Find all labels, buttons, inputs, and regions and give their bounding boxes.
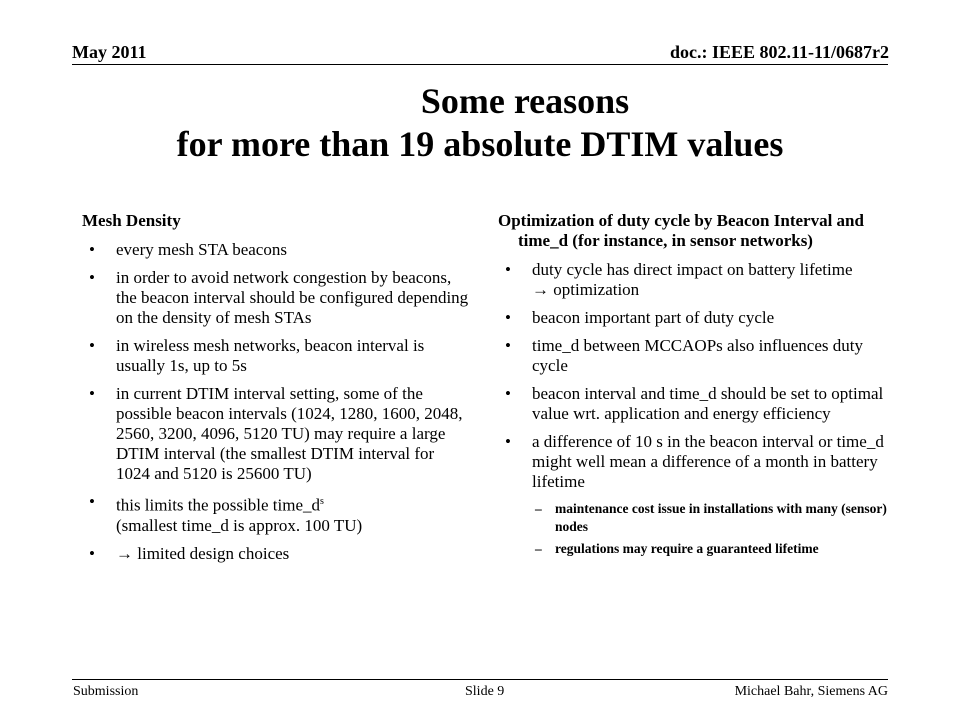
left-column	[81, 211, 471, 572]
sub-list-item: – maintenance cost issue in installations with many (sensor) nodes	[535, 501, 887, 534]
list-item: • every mesh STA beacons	[89, 240, 287, 259]
footer-submission: Submission	[73, 684, 139, 699]
list-item: • beacon interval and time_d should be set to optimal value wrt. application and energy efficiency	[505, 384, 884, 423]
right-column	[497, 211, 887, 562]
list-item: • beacon important part of duty cycle	[505, 308, 775, 327]
sub-list-item: – regulations may require a guaranteed lifetime	[535, 541, 819, 556]
title-line-2: for more than 19 absolute DTIM values	[176, 124, 784, 164]
bullet-glyph: •	[89, 384, 95, 403]
bullet-glyph: •	[505, 336, 511, 355]
bullet-glyph: •	[89, 543, 95, 563]
header-date: May 2011	[72, 42, 147, 62]
list-item: • in current DTIM interval setting, some of the possible beacon intervals (1024, 1280, 1600, 2048, 2560, 3200, 4096, 5120 TU) may require a large DTIM interval (the smallest DTIM interval for 1024 and 5120 is 25600 TU)	[89, 384, 463, 483]
bullet-glyph: •	[505, 432, 511, 451]
right-heading: Optimization of duty cycle by Beacon Interval and time_d (for instance, in sensor networks)	[498, 211, 864, 250]
list-item: • duty cycle has direct impact on battery lifetime → optimization	[505, 260, 853, 299]
left-bullet-list	[81, 240, 471, 564]
left-heading: Mesh Density	[82, 211, 181, 230]
bullet-glyph: •	[89, 336, 95, 355]
list-item: • in order to avoid network congestion by beacons, the beacon interval should be configured depending on the density of mesh STAs	[89, 268, 469, 327]
bullet-glyph: •	[505, 260, 511, 279]
footer-rule	[72, 679, 888, 680]
bullet-glyph: •	[89, 492, 95, 511]
slide-title	[72, 80, 888, 166]
list-item: • → limited design choices	[89, 543, 290, 563]
bullet-glyph: •	[89, 240, 95, 259]
arrow-icon: →	[532, 280, 549, 299]
bullet-glyph: •	[89, 268, 95, 287]
footer-author: Michael Bahr, Siemens AG	[734, 684, 888, 699]
header-doc-number: doc.: IEEE 802.11-11/0687r2	[669, 42, 889, 62]
dash-glyph: –	[535, 541, 542, 556]
list-item: • a difference of 10 s in the beacon interval or time_d might well mean a difference of a month in battery lifetime	[505, 432, 884, 491]
right-bullet-list	[497, 260, 887, 558]
footer-slide-number: Slide 9	[465, 684, 505, 699]
header-rule	[72, 64, 888, 65]
list-item: • time_d between MCCAOPs also influences duty cycle	[505, 336, 863, 375]
bullet-glyph: •	[505, 384, 511, 403]
list-item: • in wireless mesh networks, beacon interval is usually 1s, up to 5s	[89, 336, 425, 375]
title-line-1: Some reasons	[420, 81, 630, 121]
dash-glyph: –	[535, 501, 542, 516]
bullet-glyph: •	[505, 308, 511, 327]
list-item: • this limits the possible $time\_d^s$ (smallest time_d is approx. 100 TU)	[89, 492, 363, 535]
arrow-icon: →	[116, 543, 133, 563]
